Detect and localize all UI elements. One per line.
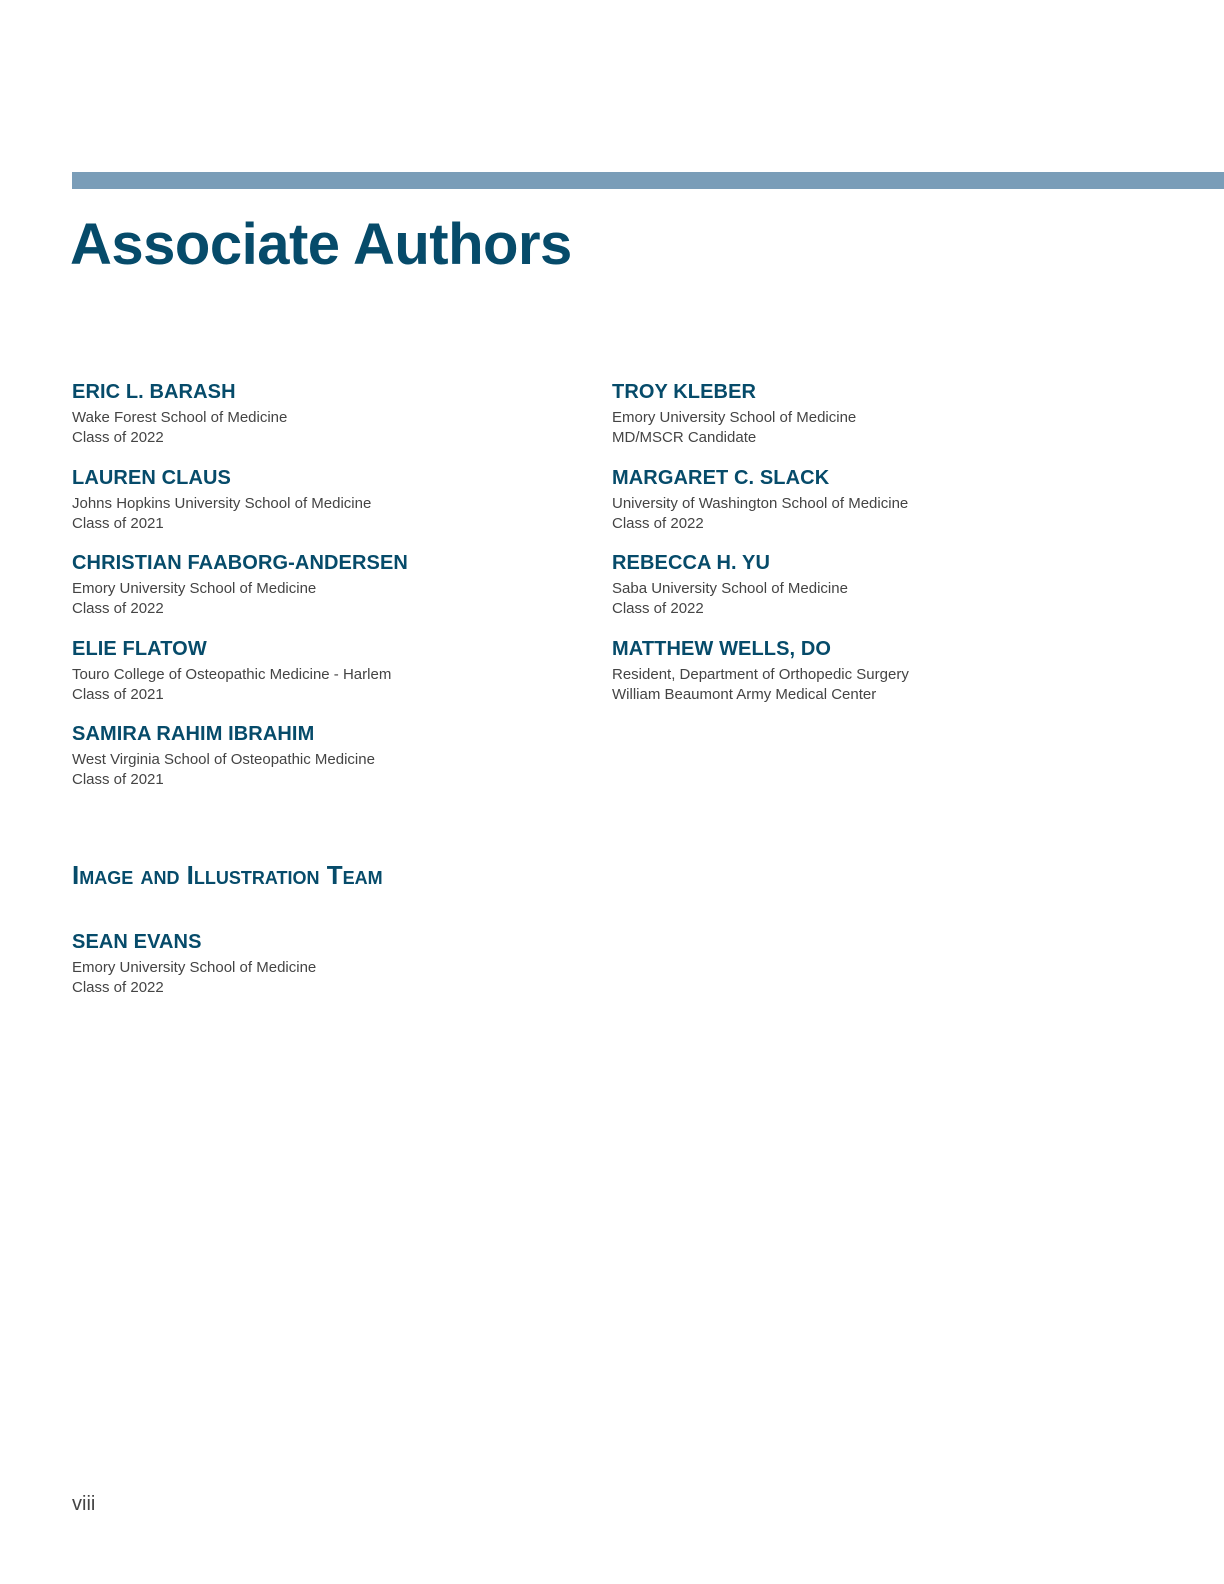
author-affiliation: Emory University School of Medicine bbox=[72, 580, 317, 597]
author-name: REBECCA H. YU bbox=[612, 552, 770, 574]
author-class: Class of 2022 bbox=[612, 600, 704, 617]
author-entry bbox=[72, 637, 592, 723]
author-class: Class of 2022 bbox=[72, 429, 164, 446]
author-affiliation: University of Washington School of Medicine bbox=[612, 494, 909, 512]
author-name: LAUREN CLAUS bbox=[72, 466, 231, 489]
author-name: ELIE FLATOW bbox=[72, 637, 207, 660]
author-affiliation: Johns Hopkins University School of Medicine bbox=[72, 494, 372, 512]
team-member-affiliation: Emory University School of Medicine bbox=[72, 959, 317, 976]
author-entry bbox=[72, 380, 592, 466]
author-affiliation: West Virginia School of Osteopathic Medicine bbox=[72, 751, 375, 768]
team-member-name: SEAN EVANS bbox=[72, 931, 202, 953]
author-class: MD/MSCR Candidate bbox=[612, 429, 757, 446]
author-class: William Beaumont Army Medical Center bbox=[612, 685, 877, 703]
author-affiliation: Resident, Department of Orthopedic Surgery bbox=[612, 665, 909, 683]
author-name: ERIC L. BARASH bbox=[72, 381, 236, 403]
author-affiliation: Wake Forest School of Medicine bbox=[72, 409, 288, 426]
author-entry bbox=[612, 466, 1172, 552]
author-affiliation: Saba University School of Medicine bbox=[612, 580, 848, 597]
author-entry bbox=[612, 551, 1172, 637]
author-class: Class of 2021 bbox=[72, 771, 164, 788]
author-entry bbox=[612, 380, 1172, 466]
author-entry bbox=[72, 551, 592, 637]
author-name: MARGARET C. SLACK bbox=[612, 466, 830, 489]
team-member-class: Class of 2022 bbox=[72, 979, 164, 996]
author-class: Class of 2021 bbox=[72, 685, 164, 703]
author-class: Class of 2022 bbox=[72, 600, 164, 617]
author-name: SAMIRA RAHIM IBRAHIM bbox=[72, 723, 315, 745]
author-affiliation: Emory University School of Medicine bbox=[612, 409, 857, 426]
image-team-list bbox=[72, 930, 592, 1016]
authors-left-column bbox=[72, 380, 592, 808]
author-class: Class of 2022 bbox=[612, 514, 704, 532]
authors-right-column bbox=[612, 380, 1172, 722]
section-heading-image-team: Image and Illustration Team bbox=[72, 860, 383, 890]
header-bar bbox=[72, 172, 1224, 189]
author-entry bbox=[612, 637, 1172, 723]
page-title: Associate Authors bbox=[70, 212, 572, 277]
author-name: CHRISTIAN FAABORG-ANDERSEN bbox=[72, 552, 408, 574]
author-name: TROY KLEBER bbox=[612, 381, 757, 403]
author-name: MATTHEW WELLS, DO bbox=[612, 637, 832, 660]
author-entry bbox=[72, 722, 592, 808]
author-entry bbox=[72, 466, 592, 552]
page-number: viii bbox=[72, 1493, 96, 1515]
author-affiliation: Touro College of Osteopathic Medicine - Harlem bbox=[72, 665, 392, 683]
author-class: Class of 2021 bbox=[72, 514, 164, 532]
team-member-entry bbox=[72, 930, 592, 1016]
